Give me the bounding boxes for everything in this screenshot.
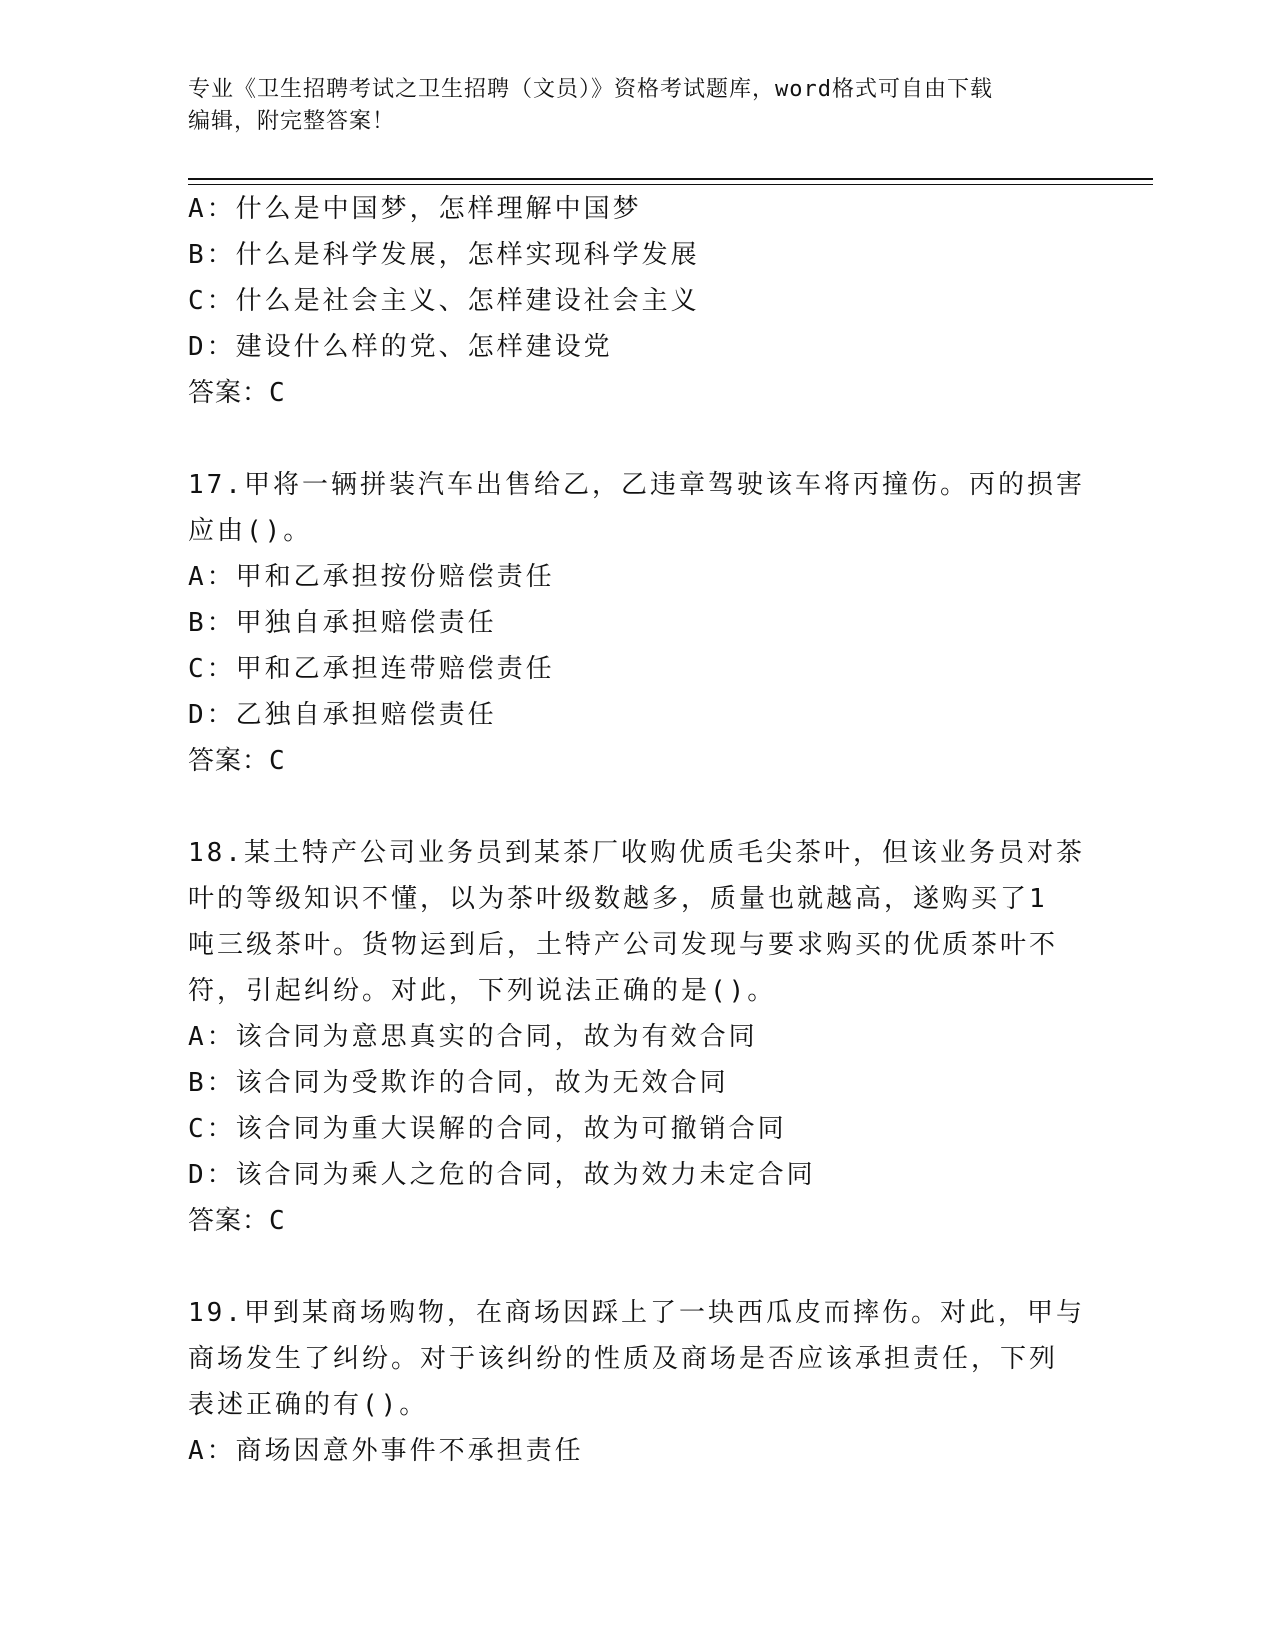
option-b: B：甲独自承担赔偿责任 (188, 608, 497, 638)
question-text-line: 19.甲到某商场购物，在商场因踩上了一块西瓜皮而摔伤。对此，甲与 (188, 1298, 1085, 1328)
answer: 答案：C (188, 1206, 286, 1236)
option-a: A：该合同为意思真实的合同，故为有效合同 (188, 1022, 758, 1052)
spacer (188, 784, 1078, 830)
header-line-2: 编辑，附完整答案！ (188, 109, 396, 134)
question-list (188, 186, 1085, 1474)
question-text-line: 商场发生了纠纷。对于该纠纷的性质及商场是否应该承担责任，下列 (188, 1344, 1059, 1374)
option-a: A：甲和乙承担按份赔偿责任 (188, 562, 555, 592)
header-line-1: 专业《卫生招聘考试之卫生招聘（文员）》资格考试题库，word格式可自由下载 (188, 77, 993, 102)
option-c: C：甲和乙承担连带赔偿责任 (188, 654, 555, 684)
question-text-line: 符，引起纠纷。对此，下列说法正确的是()。 (188, 976, 777, 1006)
question-16 (188, 186, 1078, 416)
option-d: D：乙独自承担赔偿责任 (188, 700, 497, 730)
question-19 (188, 1290, 1085, 1474)
question-text-line: 18.某土特产公司业务员到某茶厂收购优质毛尖茶叶，但该业务员对茶 (188, 838, 1085, 868)
question-text-line: 吨三级茶叶。货物运到后，土特产公司发现与要求购买的优质茶叶不 (188, 930, 1059, 960)
answer: 答案：C (188, 746, 286, 776)
document-header (188, 74, 1068, 138)
option-a: A：什么是中国梦，怎样理解中国梦 (188, 194, 642, 224)
question-17 (188, 462, 1085, 784)
option-c: C：什么是社会主义、怎样建设社会主义 (188, 286, 700, 316)
answer: 答案：C (188, 378, 286, 408)
option-a: A：商场因意外事件不承担责任 (188, 1436, 584, 1466)
option-d: D：建设什么样的党、怎样建设党 (188, 332, 613, 362)
spacer (188, 1244, 1078, 1290)
option-b: B：该合同为受欺诈的合同，故为无效合同 (188, 1068, 729, 1098)
spacer (188, 416, 1078, 462)
question-text-line: 应由()。 (188, 516, 313, 546)
header-divider (188, 178, 1153, 185)
question-text-line: 17.甲将一辆拼装汽车出售给乙，乙违章驾驶该车将丙撞伤。丙的损害 (188, 470, 1085, 500)
option-d: D：该合同为乘人之危的合同，故为效力未定合同 (188, 1160, 816, 1190)
option-c: C：该合同为重大误解的合同，故为可撤销合同 (188, 1114, 787, 1144)
question-18 (188, 830, 1085, 1244)
question-text-line: 表述正确的有()。 (188, 1390, 429, 1420)
option-b: B：什么是科学发展，怎样实现科学发展 (188, 240, 700, 270)
question-text-line: 叶的等级知识不懂，以为茶叶级数越多，质量也就越高，遂购买了1 (188, 884, 1048, 914)
